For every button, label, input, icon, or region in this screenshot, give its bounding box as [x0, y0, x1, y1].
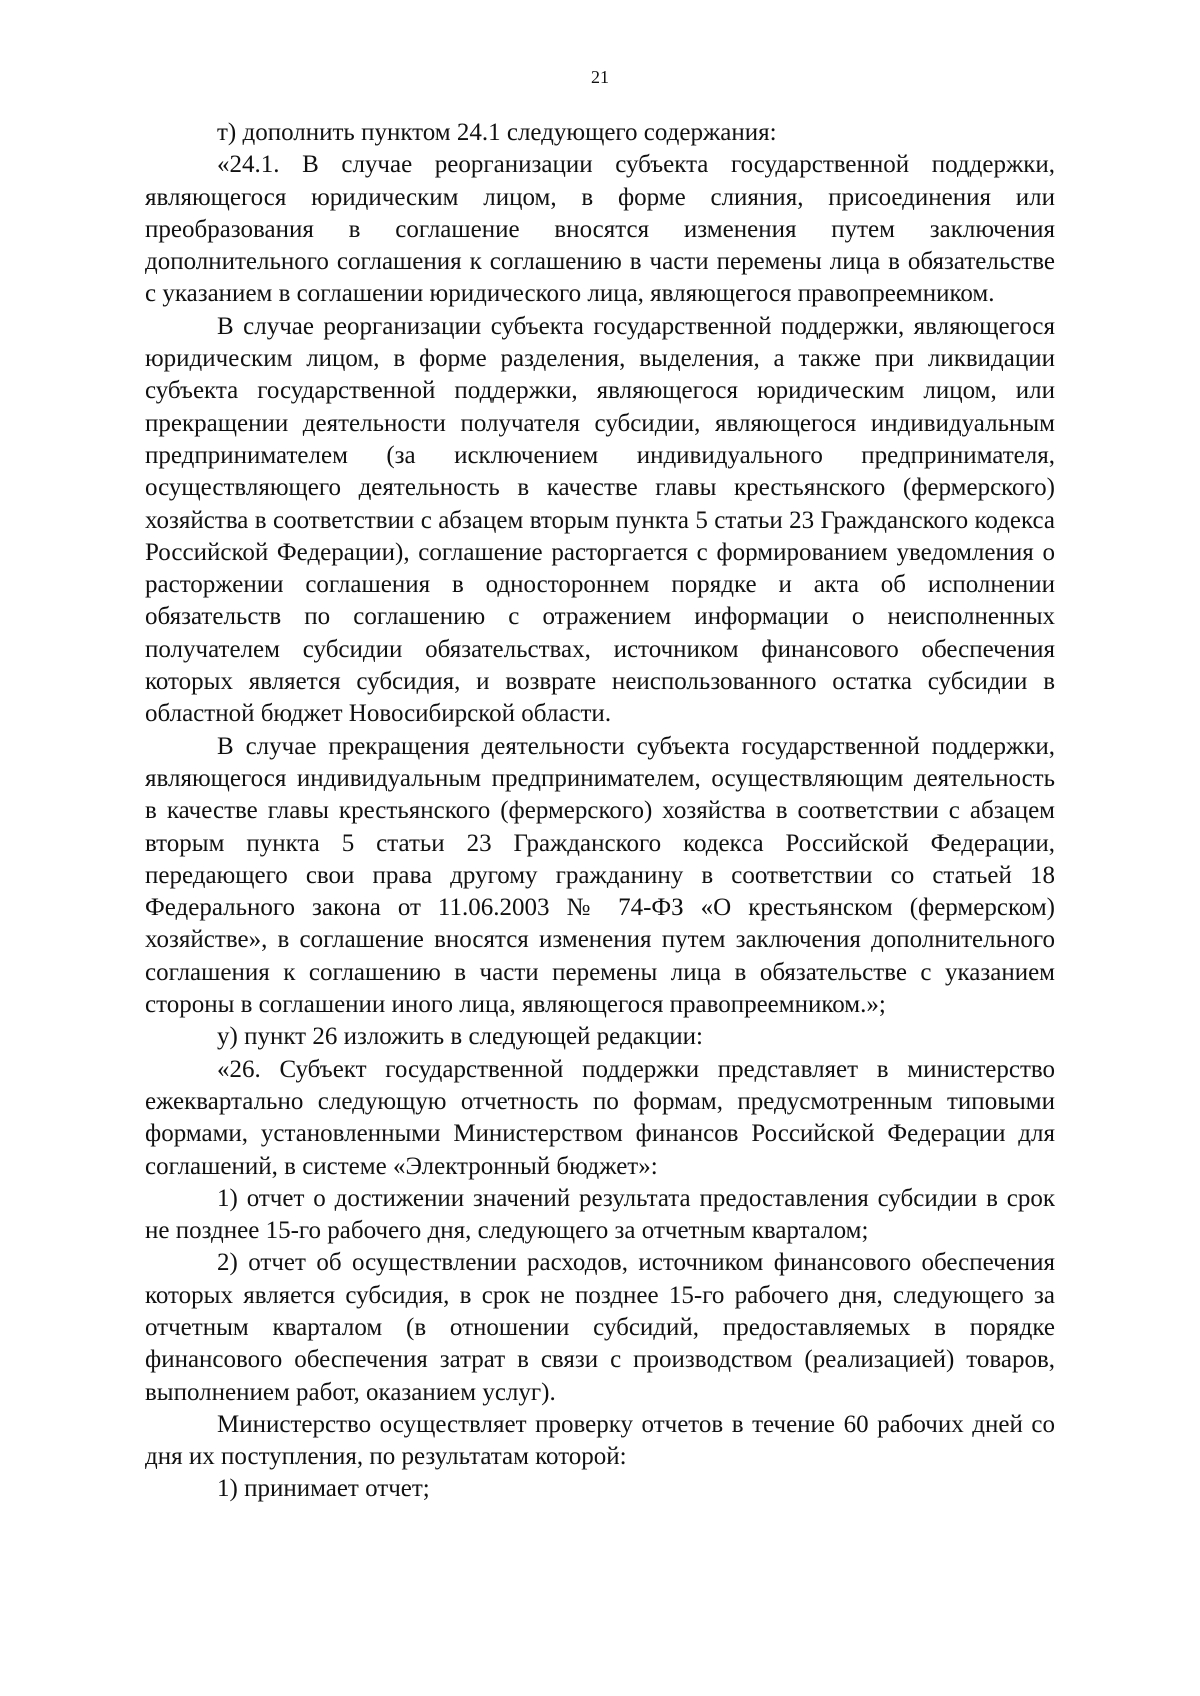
document-body [145, 117, 1055, 1506]
paragraph-accepts-report: 1) принимает отчет; [217, 1475, 430, 1503]
paragraph-farm-termination: В случае прекращения деятельности субъекта государственной поддержки, являющегося индивидуальным предпринимателем, осуществляющим деятельность в качестве главы крестьянского (фермерского) хозяйства в соответствии с абзацем вторым пункта 5 статьи 23 Гражданского кодекса Российской Федерации, передающего свои права другому гражданину в соответствии со статьей 18 Федерального закона от 11.06.2003 № 74-ФЗ «О крестьянском (фермерском) хозяйстве», в соглашение вносятся изменения путем заключения дополнительного соглашения к соглашению в части перемены лица в обязательстве с указанием стороны в соглашении иного лица, являющегося правопреемником.»; [145, 732, 1055, 1019]
paragraph-ministry-check: Министерство осуществляет проверку отчетов в течение 60 рабочих дней со дня их поступления, по результатам которой: [145, 1410, 1055, 1471]
paragraph-item-u: у) пункт 26 изложить в следующей редакции: [217, 1023, 703, 1051]
paragraph-reorganization: В случае реорганизации субъекта государственной поддержки, являющегося юридическим лицом, в форме разделения, выделения, а также при ликвидации субъекта государственной поддержки, являющегося юридическим лицом, или прекращении деятельности получателя субсидии, являющегося индивидуальным предпринимателем (за исключением индивидуального предпринимателя, осуществляющего деятельность в качестве главы крестьянского (фермерского) хозяйства в соответствии с абзацем вторым пункта 5 статьи 23 Гражданского кодекса Российской Федерации), соглашение расторгается с формированием уведомления о расторжении соглашения в одностороннем порядке и акта об исполнении обязательств по соглашению с отражением информации о неисполненных получателем субсидии обязательствах, источником финансового обеспечения которых является субсидия, и возврате неиспользованного остатка субсидии в областной бюджет Новосибирской области. [145, 312, 1055, 728]
paragraph-item-t: т) дополнить пунктом 24.1 следующего содержания: [217, 119, 777, 146]
page-number: 21 [591, 67, 609, 87]
paragraph-report-1: 1) отчет о достижении значений результата предоставления субсидии в срок не позднее 15-го рабочего дня, следующего за отчетным кварталом; [145, 1184, 1055, 1245]
paragraph-clause-26: «26. Субъект государственной поддержки представляет в министерство ежеквартально следующую отчетность по формам, предусмотренным типовыми формами, установленными Министерством финансов Российской Федерации для соглашений, в системе «Электронный бюджет»: [145, 1055, 1055, 1180]
paragraph-clause-24-1: «24.1. В случае реорганизации субъекта государственной поддержки, являющегося юридическим лицом, в форме слияния, присоединения или преобразования в соглашение вносятся изменения путем заключения дополнительного соглашения к соглашению в части перемены лица в обязательстве с указанием в соглашении юридического лица, являющегося правопреемником. [145, 151, 1055, 308]
paragraph-report-2: 2) отчет об осуществлении расходов, источником финансового обеспечения которых является субсидия, в срок не позднее 15-го рабочего дня, следующего за отчетным кварталом (в отношении субсидий, предоставляемых в порядке финансового обеспечения затрат в связи с производством (реализацией) товаров, выполнением работ, оказанием услуг). [145, 1249, 1055, 1406]
